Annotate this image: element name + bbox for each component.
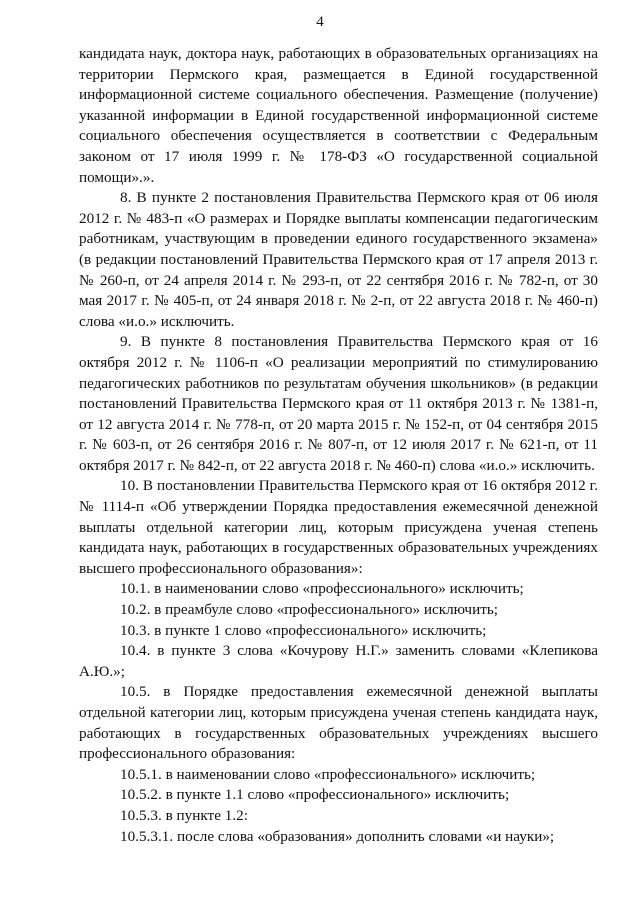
paragraph-item-10-5-2: 10.5.2. в пункте 1.1 слово «профессионального» исключить; [120,786,510,804]
paragraph-item-8: 8. В пункте 2 постановления Правительства Пермского края от 06 июля 2012 г. № 483-п «О размерах и Порядке выплаты компенсации педагогическим работникам, участвующим в проведении единого государственного экзамена» (в редакции постановлений Правительства Пермского края от 17 апреля 2013 г. № 260-п, от 24 апреля 2014 г. № 293-п, от 22 сентября 2016 г. № 782-п, от 30 мая 2017 г. № 405-п, от 24 января 2018 г. № 2-п, от 22 августа 2018 г. № 460-п) слова «и.о.» исключить. [79,189,598,330]
page-number: 4 [316,14,324,30]
paragraph-item-9: 9. В пункте 8 постановления Правительства Пермского края от 16 октября 2012 г. № 1106-п «О реализации мероприятий по стимулированию педагогических работников по результатам обучения школьников» (в редакции постановлений Правительства Пермского края от 11 октября 2013 г. № 1381-п, от 12 августа 2014 г. № 778-п, от 20 марта 2015 г. № 152-п, от 04 сентября 2015 г. № 603-п, от 26 сентября 2016 г. № 807-п, от 12 июля 2017 г. № 621-п, от 11 октября 2017 г. № 842-п, от 22 августа 2018 г. № 460-п) слова «и.о.» исключить. [79,333,598,474]
paragraph-item-10-1: 10.1. в наименовании слово «профессионального» исключить; [120,580,524,598]
paragraph-item-10-5-1: 10.5.1. в наименовании слово «профессионального» исключить; [120,765,536,783]
paragraph-item-10: 10. В постановлении Правительства Пермского края от 16 октября 2012 г. № 1114-п «Об утверждении Порядка предоставления ежемесячной денежной выплаты отдельной категории лиц, которым присуждена ученая степень кандидата наук, работающих в государственных образовательных учреждениях высшего профессионального образования»: [79,477,598,577]
paragraph-item-10-5-3-1: 10.5.3.1. после слова «образования» дополнить словами «и науки»; [120,827,555,845]
paragraph-item-10-5: 10.5. в Порядке предоставления ежемесячной денежной выплаты отдельной категории лиц, которым присуждена ученая степень кандидата наук, работающих в государственных образовательных учреждениях высшего профессионального образования: [79,683,598,763]
paragraph-item-10-4: 10.4. в пункте 3 слова «Кочурову Н.Г.» заменить словами «Клепикова А.Ю.»; [79,642,598,680]
document-body [79,44,598,847]
paragraph-item-10-3: 10.3. в пункте 1 слово «профессионального» исключить; [120,621,487,639]
paragraph-item-10-2: 10.2. в преамбуле слово «профессионального» исключить; [120,601,498,619]
paragraph-item-10-5-3: 10.5.3. в пункте 1.2: [120,806,248,824]
paragraph-continuation: кандидата наук, доктора наук, работающих в образовательных организациях на территории Пермского края, размещается в Единой государственной информационной системе социального обеспечения. Размещение (получение) указанной информации в Единой государственной информационной системе социального обеспечения осуществляется в соответствии с Федеральным законом от 17 июля 1999 г. № 178-ФЗ «О государственной социальной помощи».». [79,45,598,186]
